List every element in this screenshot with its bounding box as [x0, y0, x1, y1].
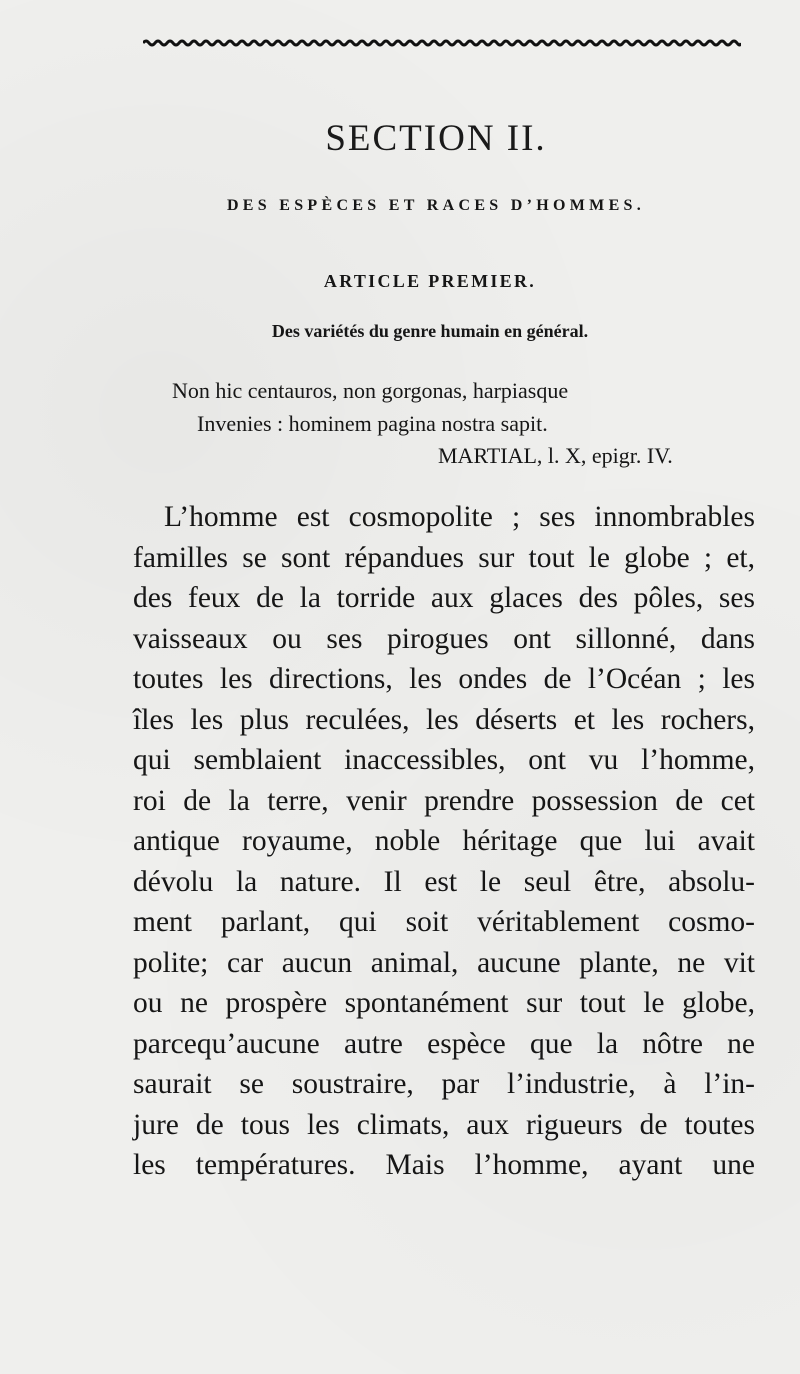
body-line: antique royaume, noble héritage que lui avait	[133, 825, 755, 857]
body-line: toutes les directions, les ondes de l’Océan ; les	[133, 663, 755, 695]
body-line: saurait se soustraire, par l’industrie, à l’in-	[133, 1068, 755, 1100]
article-subtitle: Des variétés du genre humain en général.	[271, 321, 589, 341]
body-line: jure de tous les climats, aux rigueurs de toutes	[133, 1108, 755, 1141]
body-line: qui semblaient inaccessibles, ont vu l’homme,	[133, 744, 755, 776]
body-paragraph	[133, 497, 755, 1186]
body-line: roi de la terre, venir prendre possession de cet	[133, 784, 755, 817]
body-line: ment parlant, qui soit véritablement cosmo-	[133, 906, 755, 938]
article-title: ARTICLE PREMIER.	[323, 271, 537, 291]
body-line: parcequ’aucune autre espèce que la nôtre ne	[133, 1027, 755, 1060]
epigraph-attribution: MARTIAL, l. X, epigr. IV.	[438, 443, 673, 468]
epigraph-line: Invenies : hominem pagina nostra sapit.	[197, 411, 548, 436]
section-title: SECTION II.	[325, 118, 547, 159]
body-line: dévolu la nature. Il est le seul être, absolu-	[133, 865, 755, 898]
body-line: ou ne prospère spontanément sur tout le globe,	[133, 987, 755, 1019]
body-line: îles les plus reculées, les déserts et les rochers,	[133, 703, 755, 736]
body-line: les températures. Mais l’homme, ayant une	[133, 1149, 755, 1181]
body-line: vaisseaux ou ses pirogues ont sillonné, dans	[133, 622, 755, 655]
body-line: des feux de la torride aux glaces des pôles, ses	[133, 582, 755, 614]
epigraph-line: Non hic centauros, non gorgonas, harpiasque	[172, 378, 569, 403]
body-line: L’homme est cosmopolite ; ses innombrables	[164, 501, 755, 533]
body-line: polite; car aucun animal, aucune plante, ne vit	[133, 946, 755, 979]
body-line: familles se sont répandues sur tout le globe ; et,	[133, 541, 755, 574]
section-subtitle: DES ESPÈCES ET RACES D’HOMMES.	[226, 197, 646, 214]
decorative-rule	[143, 38, 741, 48]
